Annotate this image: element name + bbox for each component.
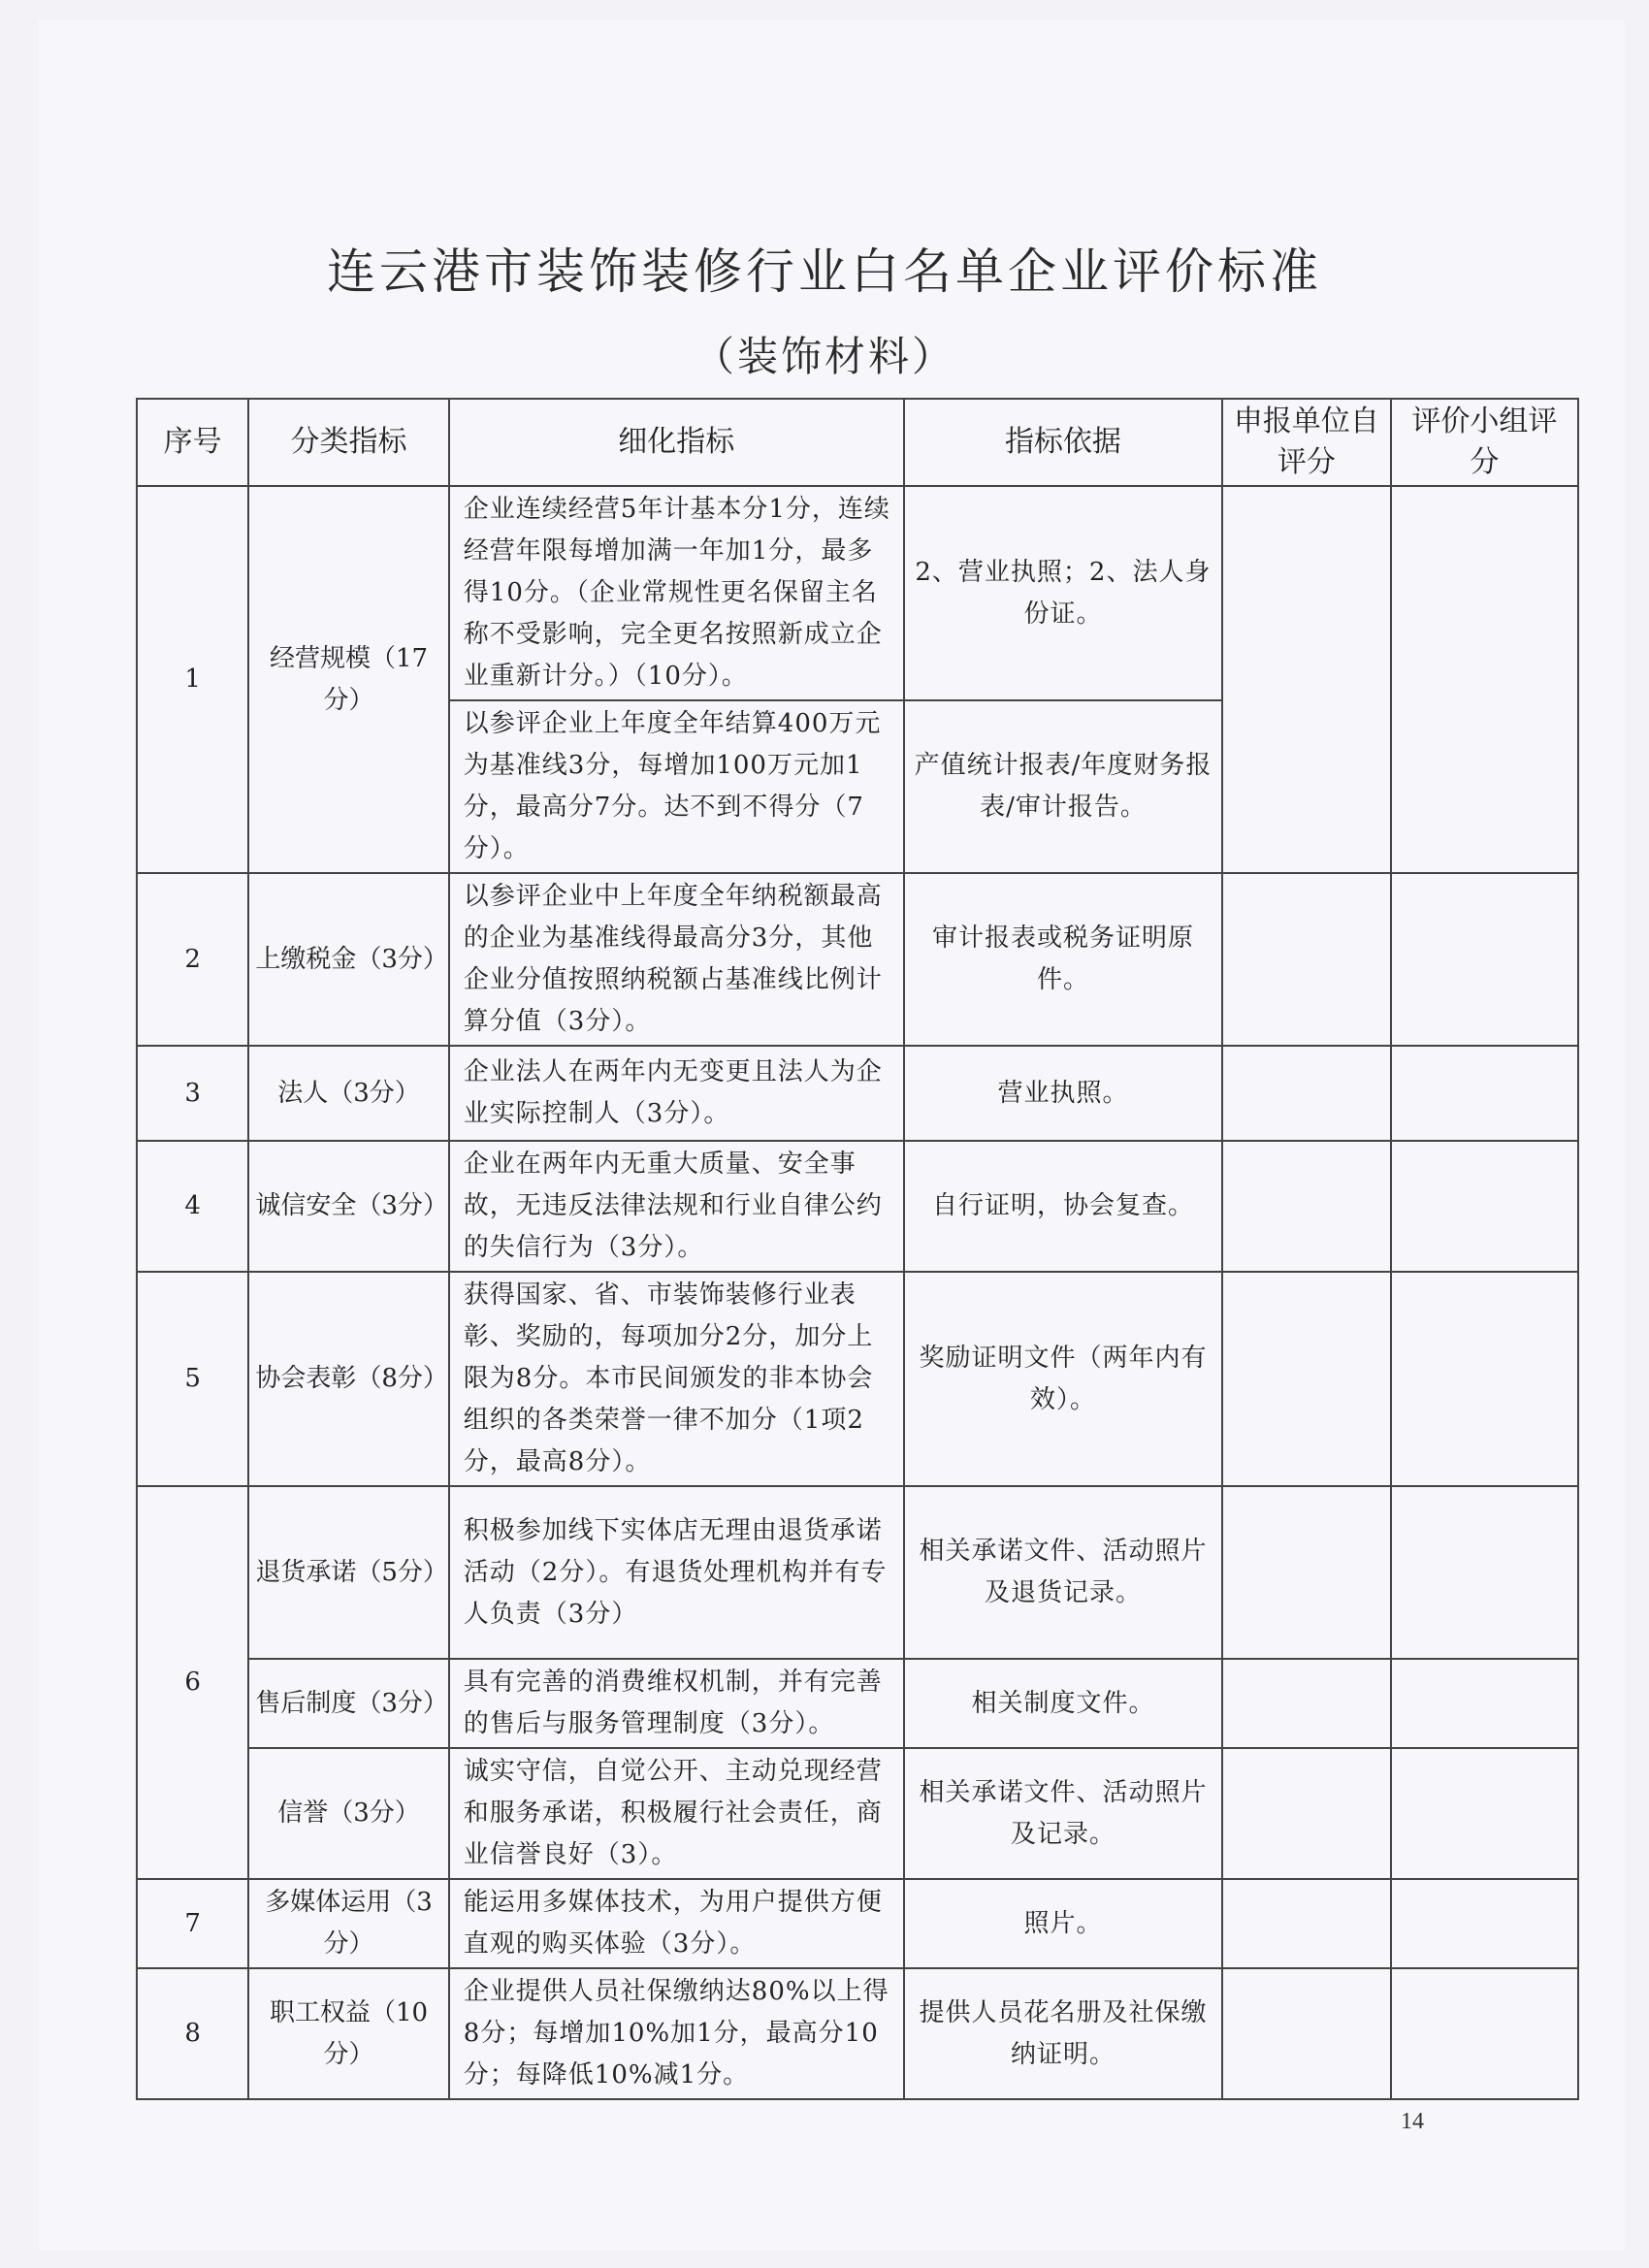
- detail-cell: 能运用多媒体技术，为用户提供方便直观的购买体验（3分）。: [449, 1879, 904, 1968]
- table-header-row: [137, 399, 1578, 486]
- row-number: 1: [137, 486, 248, 873]
- detail-cell: 积极参加线下实体店无理由退货承诺活动（2分）。有退货处理机构并有专人负责（3分）: [449, 1486, 904, 1659]
- basis-cell: 自行证明，协会复查。: [904, 1141, 1222, 1272]
- detail-cell: 以参评企业中上年度全年纳税额最高的企业为基准线得最高分3分，其他企业分值按照纳税额占基准线比例计算分值（3分）。: [449, 873, 904, 1046]
- self-score-cell: [1222, 1659, 1391, 1748]
- table-row: [137, 1968, 1578, 2099]
- header-basis: 指标依据: [904, 399, 1222, 486]
- panel-score-cell: [1391, 1046, 1578, 1141]
- category-cell: 法人（3分）: [248, 1046, 448, 1141]
- detail-cell: 具有完善的消费维权机制，并有完善的售后与服务管理制度（3分）。: [449, 1659, 904, 1748]
- detail-cell: 企业在两年内无重大质量、安全事故，无违反法律法规和行业自律公约的失信行为（3分）。: [449, 1141, 904, 1272]
- panel-score-cell: [1391, 1141, 1578, 1272]
- detail-cell: 以参评企业上年度全年结算400万元为基准线3分，每增加100万元加1分，最高分7分。达不到不得分（7分）。: [449, 700, 904, 873]
- self-score-cell: [1222, 486, 1391, 873]
- basis-cell: 相关承诺文件、活动照片及记录。: [904, 1748, 1222, 1879]
- basis-cell: 相关承诺文件、活动照片及退货记录。: [904, 1486, 1222, 1659]
- detail-cell: 企业连续经营5年计基本分1分，连续经营年限每增加满一年加1分，最多得10分。（企业常规性更名保留主名称不受影响，完全更名按照新成立企业重新计分。）（10分）。: [449, 486, 904, 700]
- category-cell: 职工权益（10分）: [248, 1968, 448, 2099]
- row-number: 4: [137, 1141, 248, 1272]
- detail-cell: 企业提供人员社保缴纳达80%以上得8分；每增加10%加1分，最高分10分；每降低10%减1分。: [449, 1968, 904, 2099]
- basis-cell: 2、营业执照；2、法人身份证。: [904, 486, 1222, 700]
- document-title: 连云港市装饰装修行业白名单企业评价标准: [327, 243, 1322, 300]
- panel-score-cell: [1391, 1748, 1578, 1879]
- row-number: 6: [137, 1486, 248, 1879]
- self-score-cell: [1222, 1968, 1391, 2099]
- self-score-cell: [1222, 1748, 1391, 1879]
- table-row: [137, 1748, 1578, 1879]
- table-row: [137, 1486, 1578, 1659]
- category-cell: 退货承诺（5分）: [248, 1486, 448, 1659]
- basis-cell: 产值统计报表/年度财务报表/审计报告。: [904, 700, 1222, 873]
- row-number: 8: [137, 1968, 248, 2099]
- panel-score-cell: [1391, 1272, 1578, 1486]
- header-category: 分类指标: [248, 399, 448, 486]
- basis-cell: 照片。: [904, 1879, 1222, 1968]
- category-cell: 协会表彰（8分）: [248, 1272, 448, 1486]
- table-row: [137, 1046, 1578, 1141]
- row-number: 5: [137, 1272, 248, 1486]
- category-cell: 信誉（3分）: [248, 1748, 448, 1879]
- category-cell: 诚信安全（3分）: [248, 1141, 448, 1272]
- page-number: 14: [1401, 2109, 1424, 2134]
- table-row: [137, 1879, 1578, 1968]
- category-cell: 多媒体运用（3分）: [248, 1879, 448, 1968]
- row-number: 7: [137, 1879, 248, 1968]
- table-row: [137, 486, 1578, 700]
- self-score-cell: [1222, 1486, 1391, 1659]
- category-cell: 售后制度（3分）: [248, 1659, 448, 1748]
- basis-cell: 相关制度文件。: [904, 1659, 1222, 1748]
- self-score-cell: [1222, 1141, 1391, 1272]
- panel-score-cell: [1391, 1486, 1578, 1659]
- panel-score-cell: [1391, 1659, 1578, 1748]
- detail-cell: 企业法人在两年内无变更且法人为企业实际控制人（3分）。: [449, 1046, 904, 1141]
- header-self-score: 申报单位自评分: [1222, 399, 1391, 486]
- table-row: [137, 873, 1578, 1046]
- category-cell: 经营规模（17分）: [248, 486, 448, 873]
- self-score-cell: [1222, 1879, 1391, 1968]
- panel-score-cell: [1391, 486, 1578, 873]
- basis-cell: 营业执照。: [904, 1046, 1222, 1141]
- document-subtitle: （装饰材料）: [693, 333, 955, 380]
- self-score-cell: [1222, 1046, 1391, 1141]
- basis-cell: 审计报表或税务证明原件。: [904, 873, 1222, 1046]
- header-no: 序号: [137, 399, 248, 486]
- panel-score-cell: [1391, 1968, 1578, 2099]
- header-panel-score: 评价小组评分: [1391, 399, 1578, 486]
- row-number: 2: [137, 873, 248, 1046]
- table-row: [137, 1659, 1578, 1748]
- panel-score-cell: [1391, 873, 1578, 1046]
- self-score-cell: [1222, 873, 1391, 1046]
- detail-cell: 获得国家、省、市装饰装修行业表彰、奖励的，每项加分2分，加分上限为8分。本市民间颁发的非本协会组织的各类荣誉一律不加分（1项2分，最高8分）。: [449, 1272, 904, 1486]
- self-score-cell: [1222, 1272, 1391, 1486]
- panel-score-cell: [1391, 1879, 1578, 1968]
- table-row: [137, 1272, 1578, 1486]
- basis-cell: 奖励证明文件（两年内有效）。: [904, 1272, 1222, 1486]
- table-row: [137, 1141, 1578, 1272]
- evaluation-table: [136, 398, 1579, 2100]
- header-detail: 细化指标: [449, 399, 904, 486]
- detail-cell: 诚实守信，自觉公开、主动兑现经营和服务承诺，积极履行社会责任，商业信誉良好（3）。: [449, 1748, 904, 1879]
- basis-cell: 提供人员花名册及社保缴纳证明。: [904, 1968, 1222, 2099]
- row-number: 3: [137, 1046, 248, 1141]
- category-cell: 上缴税金（3分）: [248, 873, 448, 1046]
